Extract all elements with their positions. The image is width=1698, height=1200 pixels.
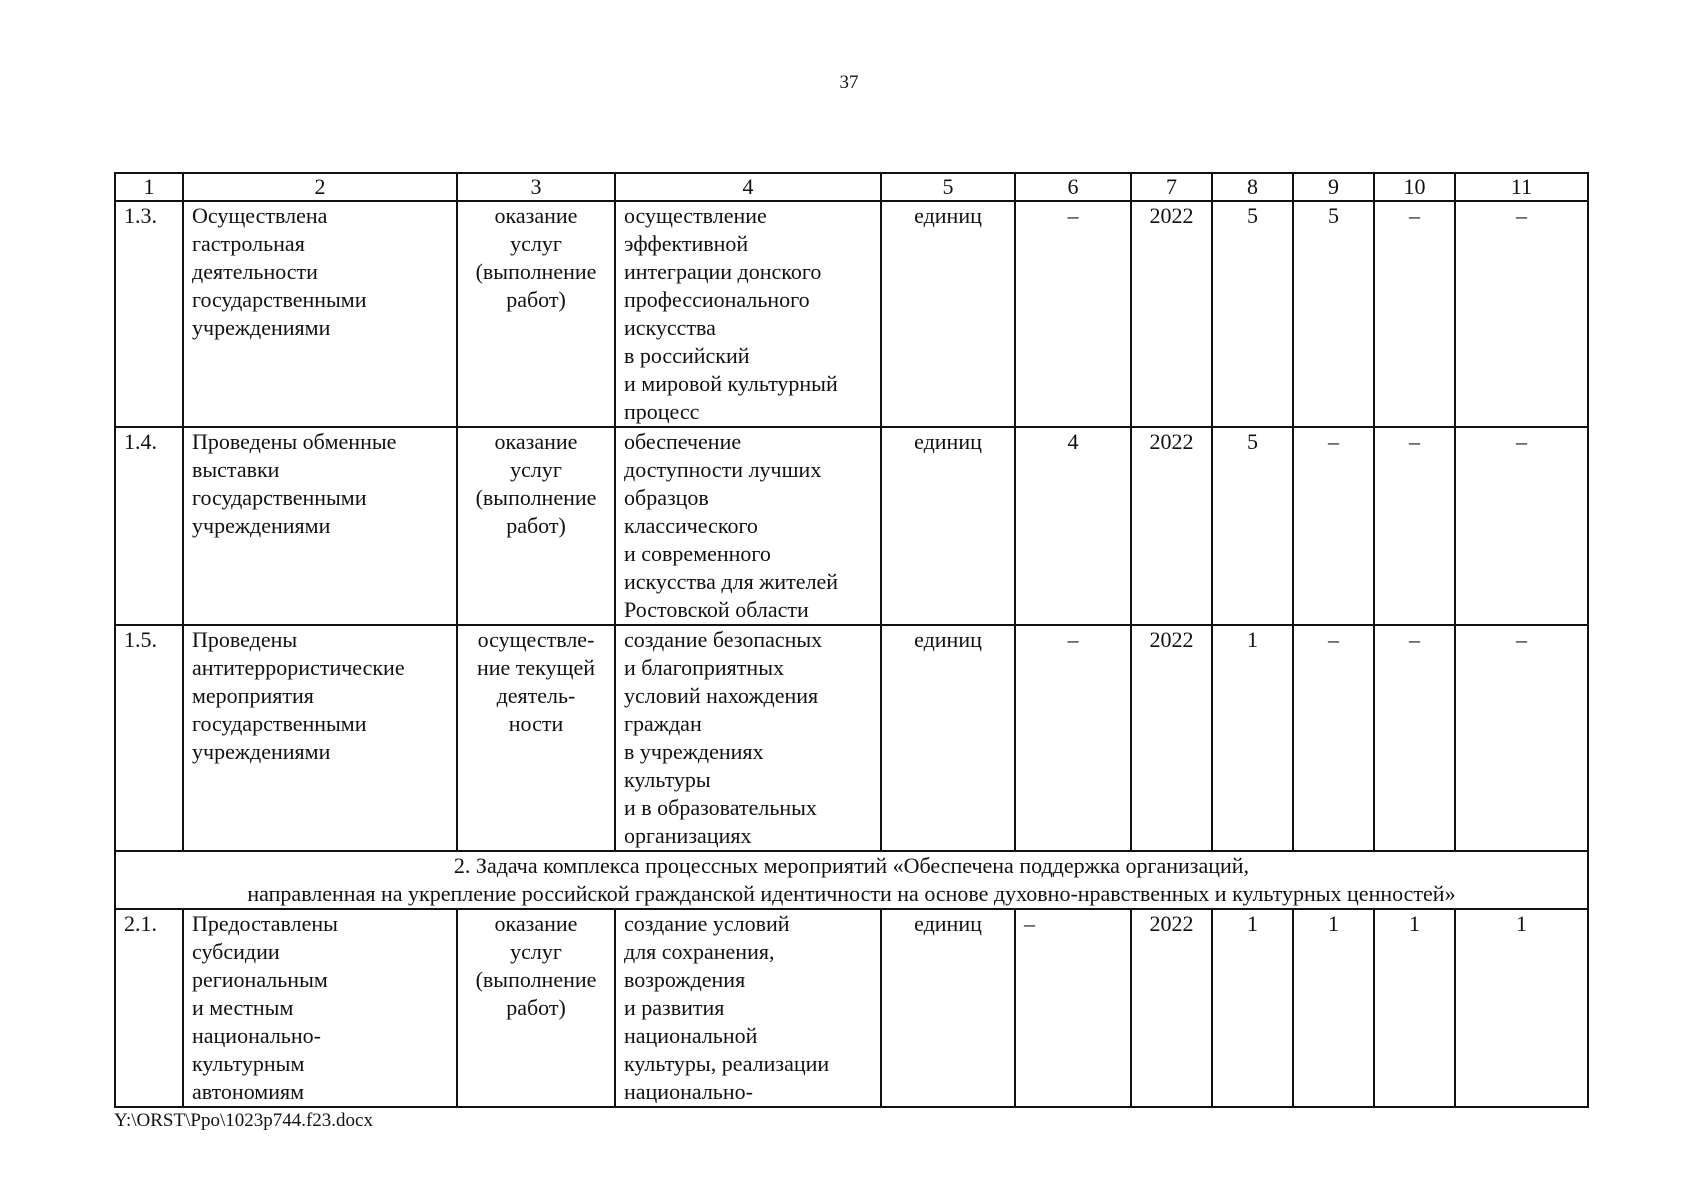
value-cell: – [1455, 201, 1588, 427]
value-cell: – [1455, 625, 1588, 851]
section-row [115, 851, 1588, 909]
indicators-table [114, 172, 1589, 1108]
file-path-footer: Y:\ORST\Ppo\1023p744.f23.docx [114, 1110, 373, 1131]
table-header-row [115, 173, 1588, 201]
value-cell: – [1455, 427, 1588, 625]
value-cell: 5 [1212, 427, 1293, 625]
base-value-cell: 4 [1015, 427, 1131, 625]
base-year-cell: 2022 [1131, 201, 1212, 427]
value-cell: 1 [1455, 909, 1588, 1107]
column-number: 7 [1131, 173, 1212, 201]
table-row [115, 427, 1588, 625]
section-title: 2. Задача комплекса процессных мероприятий «Обеспечена поддержка организаций, направленная на укрепление российской гражданской идентичности на основе духовно-нравственных и культурных ценностей» [115, 851, 1588, 909]
row-number: 1.4. [115, 427, 183, 625]
column-number: 4 [615, 173, 881, 201]
result-name: Осуществлена гастрольная деятельности государственными учреждениями [183, 201, 457, 427]
row-number: 1.5. [115, 625, 183, 851]
unit-cell: единиц [881, 909, 1015, 1107]
value-cell: 1 [1212, 909, 1293, 1107]
column-number: 3 [457, 173, 615, 201]
result-name: Предоставлены субсидии региональным и местным национально- культурным автономиям [183, 909, 457, 1107]
base-year-cell: 2022 [1131, 625, 1212, 851]
result-name: Проведены обменные выставки государственными учреждениями [183, 427, 457, 625]
base-year-cell: 2022 [1131, 427, 1212, 625]
base-value-cell: – [1015, 625, 1131, 851]
result-type: оказание услуг (выполнение работ) [457, 909, 615, 1107]
column-number: 9 [1293, 173, 1374, 201]
unit-cell: единиц [881, 427, 1015, 625]
value-cell: 5 [1212, 201, 1293, 427]
value-cell: – [1374, 625, 1455, 851]
column-number: 11 [1455, 173, 1588, 201]
unit-cell: единиц [881, 201, 1015, 427]
result-characteristic: осуществление эффективной интеграции донского профессионального искусства в российский и мировой культурный процесс [615, 201, 881, 427]
value-cell: – [1293, 427, 1374, 625]
result-type: оказание услуг (выполнение работ) [457, 201, 615, 427]
column-number: 2 [183, 173, 457, 201]
value-cell: 5 [1293, 201, 1374, 427]
result-characteristic: создание условий для сохранения, возрождения и развития национальной культуры, реализации национально- [615, 909, 881, 1107]
result-characteristic: создание безопасных и благоприятных условий нахождения граждан в учреждениях культуры и в образовательных организациях [615, 625, 881, 851]
row-number: 1.3. [115, 201, 183, 427]
column-number: 8 [1212, 173, 1293, 201]
row-number: 2.1. [115, 909, 183, 1107]
column-number: 10 [1374, 173, 1455, 201]
table-row [115, 625, 1588, 851]
unit-cell: единиц [881, 625, 1015, 851]
value-cell: 1 [1212, 625, 1293, 851]
column-number: 5 [881, 173, 1015, 201]
value-cell: 1 [1374, 909, 1455, 1107]
result-type: оказание услуг (выполнение работ) [457, 427, 615, 625]
value-cell: – [1374, 427, 1455, 625]
column-number: 6 [1015, 173, 1131, 201]
page-number: 37 [839, 72, 859, 93]
table-row [115, 909, 1588, 1107]
base-year-cell: 2022 [1131, 909, 1212, 1107]
result-name: Проведены антитеррористические мероприятия государственными учреждениями [183, 625, 457, 851]
value-cell: 1 [1293, 909, 1374, 1107]
result-type: осуществле- ние текущей деятель- ности [457, 625, 615, 851]
value-cell: – [1374, 201, 1455, 427]
table-row [115, 201, 1588, 427]
value-cell: – [1293, 625, 1374, 851]
result-characteristic: обеспечение доступности лучших образцов классического и современного искусства для жителей Ростовской области [615, 427, 881, 625]
base-value-cell: – [1015, 201, 1131, 427]
column-number: 1 [115, 173, 183, 201]
base-value-cell: – [1015, 909, 1131, 1107]
